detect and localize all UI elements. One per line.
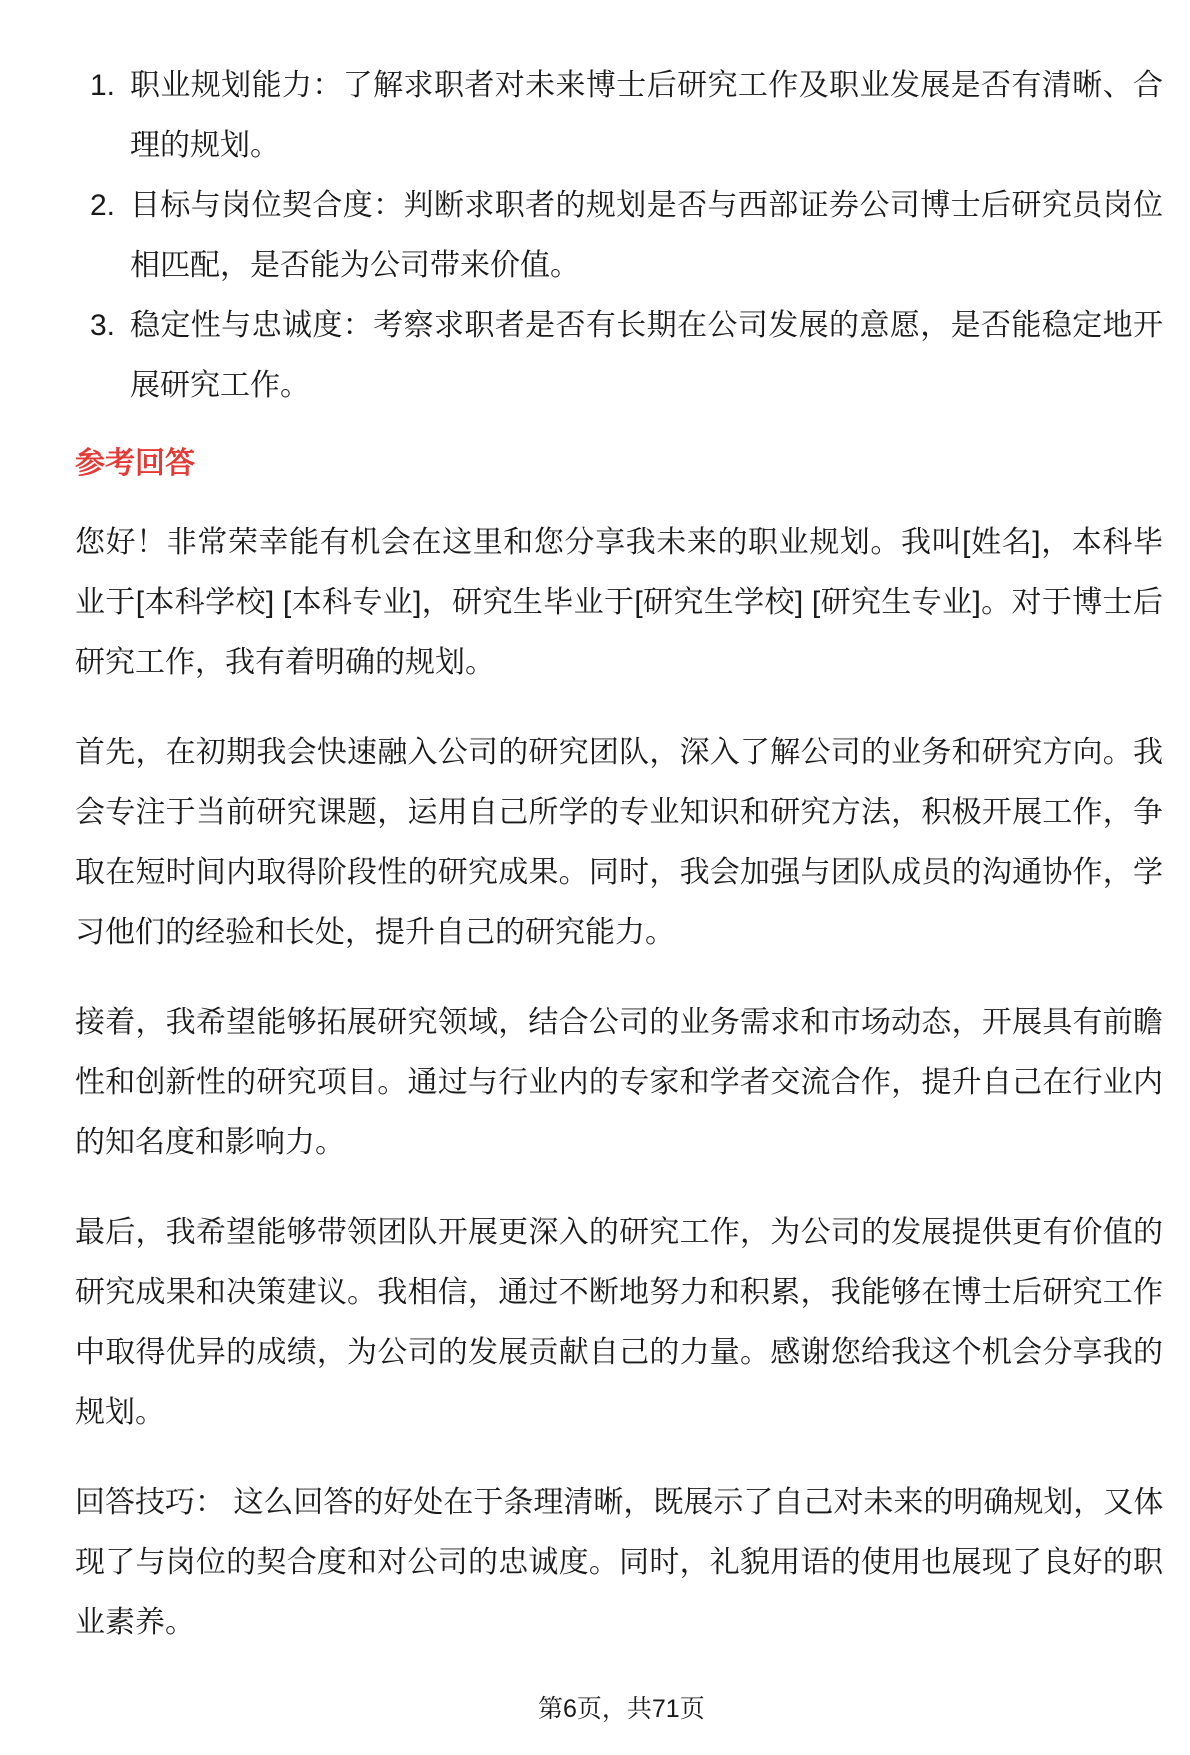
- list-item: [75, 176, 1163, 296]
- list-item: [75, 56, 1163, 176]
- text-line: 现了与岗位的契合度和对公司的忠诚度。同时，礼貌用语的使用也展现了良好的职: [75, 1546, 1163, 1579]
- text-line: 性和创新性的研究项目。通过与行业内的专家和学者交流合作，提升自己在行业内: [75, 1066, 1163, 1099]
- text-line: 职业规划能力：了解求职者对未来博士后研究工作及职业发展是否有清晰、合: [130, 69, 1163, 102]
- text-line: 首先，在初期我会快速融入公司的研究团队，深入了解公司的业务和研究方向。我: [75, 736, 1163, 769]
- evaluation-list: [75, 56, 1163, 416]
- text-line: 取在短时间内取得阶段性的研究成果。同时，我会加强与团队成员的沟通协作，学: [75, 856, 1163, 889]
- list-item: [75, 296, 1163, 416]
- text-line: 业素养。: [75, 1606, 195, 1639]
- page-content: [75, 56, 1163, 1653]
- text-line: 您好！非常荣幸能有机会在这里和您分享我未来的职业规划。我叫[姓名]，本科毕: [75, 526, 1163, 559]
- text-line: 的知名度和影响力。: [75, 1126, 345, 1159]
- list-number: 1.: [90, 69, 116, 102]
- answer-paragraph-1: [75, 513, 1163, 693]
- text-line: 接着，我希望能够拓展研究领域，结合公司的业务需求和市场动态，开展具有前瞻: [75, 1006, 1163, 1039]
- text-line: 会专注于当前研究课题，运用自己所学的专业知识和研究方法，积极开展工作，争: [75, 796, 1163, 829]
- list-number: 3.: [90, 309, 116, 342]
- list-number: 2.: [90, 189, 116, 222]
- page-number: 第6页，共71页: [538, 1695, 705, 1723]
- answer-paragraph-3: [75, 993, 1163, 1173]
- section-heading: 参考回答: [75, 447, 195, 480]
- text-line: 目标与岗位契合度：判断求职者的规划是否与西部证券公司博士后研究员岗位: [130, 189, 1163, 222]
- answer-paragraph-2: [75, 723, 1163, 963]
- text-line: 研究工作，我有着明确的规划。: [75, 646, 495, 679]
- answer-tips-paragraph: [75, 1473, 1163, 1653]
- text-line: 习他们的经验和长处，提升自己的研究能力。: [75, 916, 675, 949]
- list-item-text: [130, 176, 1163, 296]
- answer-paragraph-4: [75, 1203, 1163, 1443]
- list-item-text: [130, 296, 1163, 416]
- text-line: 研究成果和决策建议。我相信，通过不断地努力和积累，我能够在博士后研究工作: [75, 1276, 1163, 1309]
- text-line: 展研究工作。: [130, 369, 310, 402]
- text-line: 规划。: [75, 1396, 165, 1429]
- list-item-text: [130, 56, 1163, 176]
- text-line: 业于[本科学校] [本科专业]，研究生毕业于[研究生学校] [研究生专业]。对于博士后: [75, 586, 1163, 619]
- text-line: 中取得优异的成绩，为公司的发展贡献自己的力量。感谢您给我这个机会分享我的: [75, 1336, 1163, 1369]
- text-line: 回答技巧： 这么回答的好处在于条理清晰，既展示了自己对未来的明确规划，又体: [75, 1486, 1164, 1519]
- text-line: 稳定性与忠诚度：考察求职者是否有长期在公司发展的意愿，是否能稳定地开: [130, 309, 1163, 342]
- text-line: 最后，我希望能够带领团队开展更深入的研究工作，为公司的发展提供更有价值的: [75, 1216, 1163, 1249]
- text-line: 相匹配，是否能为公司带来价值。: [130, 249, 580, 282]
- text-line: 理的规划。: [130, 129, 280, 162]
